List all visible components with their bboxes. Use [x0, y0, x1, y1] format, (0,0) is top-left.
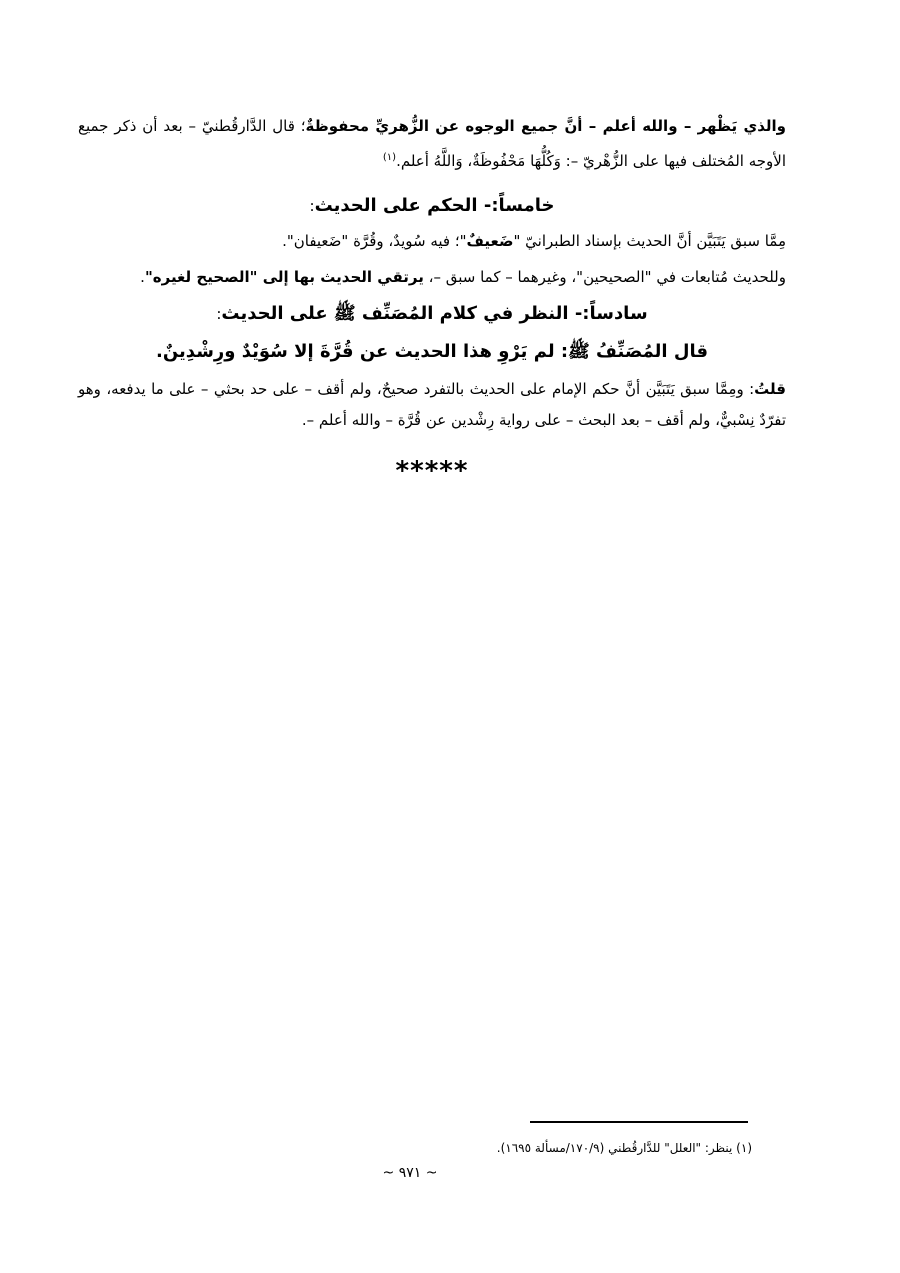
footnote-divider	[530, 1121, 748, 1123]
paragraph-text: : ومِمَّا سبق يَتَبَيَّن أنَّ حكم الإمام على الحديث بالتفرد صحيحٌ، ولم أقف – على حد بحثي – على ما يدفعه، وهو تفرّدٌ نِسْبيٌّ، ولم أقف – بعد البحث – على رواية رِشْدين عن قُرَّة – والله أعلم –.	[78, 380, 786, 429]
section-heading-colon: :	[216, 305, 222, 323]
footnote: (١) ينظر: "العلل" للدَّارقُطني (١٧٠/٩/مسألة ١٦٩٥).	[496, 1141, 752, 1155]
footnote-reference[interactable]: (١)	[382, 152, 397, 163]
author-quote-text: قال المُصَنِّفُ ﷺ: لم يَرْوِ هذا الحديث عن قُرَّةَ إلا سُوَيْدٌ ورِشْدِينٌ.	[156, 341, 708, 362]
paragraph-zuhri-narrations	[78, 111, 786, 177]
section-heading-title: سادساً:- النظر في كلام المُصَنِّف ﷺ على الحديث	[221, 303, 648, 324]
section-heading-title: خامساً:- الحكم على الحديث	[314, 195, 555, 216]
paragraph-bold-conclusion: يرتقي الحديث بها إلى "الصحيح لغيره"	[144, 268, 424, 286]
paragraph-text: ؛ قال الدَّارقُطنيّ – بعد أن ذكر جميع الأوجه المُختلف فيها على الزُّهْريّ –: وَكُلُّهَا مَحْفُوظَةٌ، وَاللَّهُ أعلم.	[78, 117, 786, 170]
section-heading-ruling	[78, 192, 786, 220]
paragraph-text: وللحديث مُتابعات في "الصحيحين"، وغيرهما – كما سبق –،	[423, 268, 786, 286]
section-heading-author-view	[78, 300, 786, 328]
paragraph-chain-weak	[78, 226, 786, 257]
section-heading-colon: :	[309, 197, 315, 215]
paragraph-text: .	[140, 268, 145, 286]
paragraph-text: "؛ فيه سُويدٌ، وقُرَّة "ضَعيفان".	[282, 232, 467, 250]
page-number: ~ ٩٧١ ~	[382, 1165, 438, 1181]
paragraph-supporting-narrations	[78, 262, 786, 293]
paragraph-bold-lead: والذي يَظْهر – والله أعلم – أنَّ جميع الوجوه عن الزُّهريِّ محفوظةٌ	[305, 117, 786, 135]
author-quote-heading	[78, 338, 786, 366]
ruling-word: ضَعيفٌ	[466, 232, 514, 250]
paragraph-text: مِمَّا سبق يَتَبَيَّن أنَّ الحديث بإسناد الطبرانيّ "	[513, 232, 786, 250]
paragraph-author-assessment	[78, 374, 786, 436]
section-separator: *****	[395, 456, 469, 486]
paragraph-bold-lead: قلتُ	[754, 380, 786, 398]
